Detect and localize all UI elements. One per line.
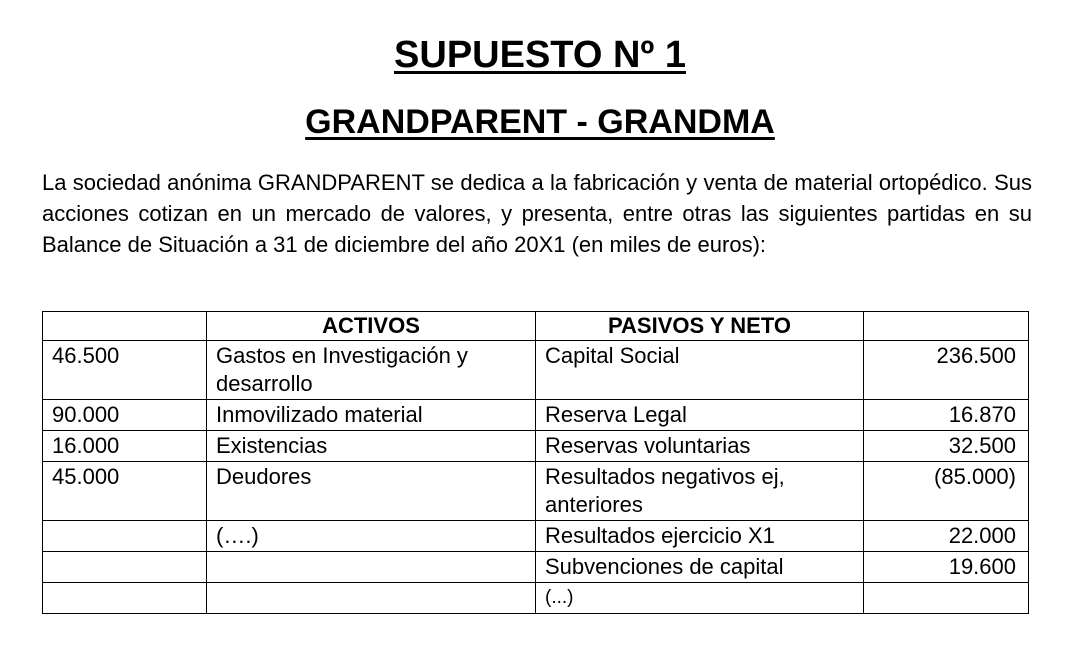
activo-concepto — [207, 583, 536, 614]
document-title-text: SUPUESTO Nº 1 — [394, 34, 686, 76]
table-header-row — [43, 312, 1029, 341]
table-row — [43, 431, 1029, 462]
pasivo-valor: 236.500 — [864, 341, 1029, 400]
pasivo-concepto: Resultados ejercicio X1 — [536, 521, 864, 552]
activo-concepto: Inmovilizado material — [207, 400, 536, 431]
pasivo-valor: 16.870 — [864, 400, 1029, 431]
intro-paragraph: La sociedad anónima GRANDPARENT se dedica a la fabricación y venta de material ortopédico. Sus acciones cotizan en un mercado de valores, y presenta, entre otras las siguientes partidas en su Balance de Situación a 31 de diciembre del año 20X1 (en miles de euros): — [42, 170, 1032, 257]
pasivo-valor: (85.000) — [864, 462, 1029, 521]
pasivo-concepto: Resultados negativos ej, anteriores — [536, 462, 864, 521]
activo-concepto: (….) — [207, 521, 536, 552]
balance-sheet-table — [42, 311, 1029, 614]
pasivo-concepto: Subvenciones de capital — [536, 552, 864, 583]
document-subtitle-text: GRANDPARENT - GRANDMA — [305, 103, 775, 141]
header-empty-left — [43, 312, 207, 341]
table-row — [43, 521, 1029, 552]
pasivo-concepto: Capital Social — [536, 341, 864, 400]
activo-valor: 46.500 — [43, 341, 207, 400]
header-activos: ACTIVOS — [207, 312, 536, 341]
header-empty-right — [864, 312, 1029, 341]
activo-valor — [43, 552, 207, 583]
pasivo-valor: 22.000 — [864, 521, 1029, 552]
pasivo-valor: 19.600 — [864, 552, 1029, 583]
table-row — [43, 341, 1029, 400]
table-row — [43, 552, 1029, 583]
activo-valor — [43, 521, 207, 552]
pasivo-concepto: Reserva Legal — [536, 400, 864, 431]
activo-valor: 90.000 — [43, 400, 207, 431]
table-row — [43, 583, 1029, 614]
header-pasivos-y-neto: PASIVOS Y NETO — [536, 312, 864, 341]
activo-concepto: Gastos en Investigación y desarrollo — [207, 341, 536, 400]
activo-valor — [43, 583, 207, 614]
activo-valor: 45.000 — [43, 462, 207, 521]
activo-concepto: Deudores — [207, 462, 536, 521]
activo-concepto: Existencias — [207, 431, 536, 462]
document-subtitle — [0, 101, 1080, 143]
pasivo-concepto: (...) — [536, 583, 864, 614]
pasivo-concepto: Reservas voluntarias — [536, 431, 864, 462]
table-row — [43, 400, 1029, 431]
activo-valor: 16.000 — [43, 431, 207, 462]
table-row — [43, 462, 1029, 521]
pasivo-valor — [864, 583, 1029, 614]
activo-concepto — [207, 552, 536, 583]
pasivo-valor: 32.500 — [864, 431, 1029, 462]
document-title — [0, 32, 1080, 78]
